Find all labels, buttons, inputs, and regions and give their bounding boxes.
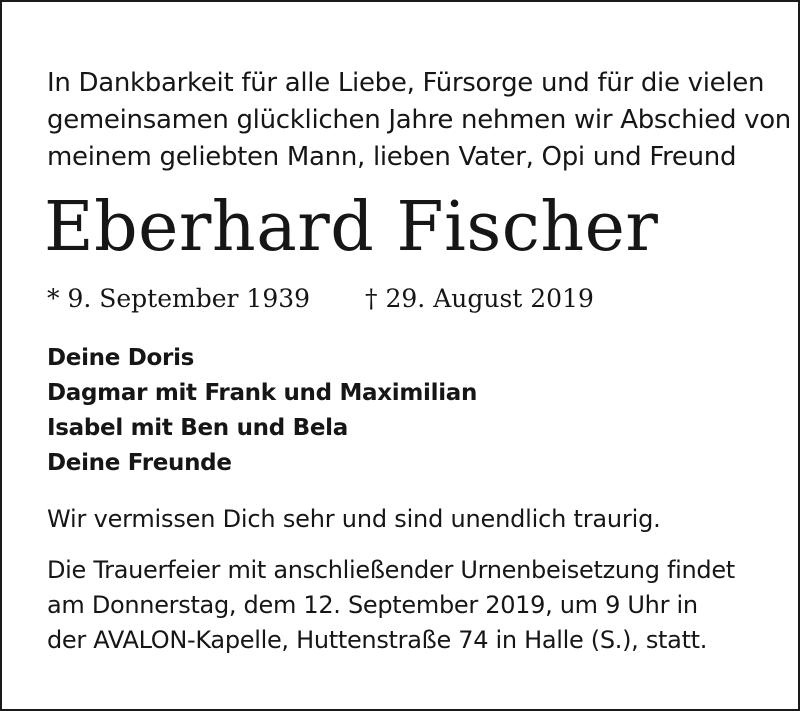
intro-line: In Dankbarkeit für alle Liebe, Fürsorge und für die vielen bbox=[47, 68, 765, 98]
intro-line: meinem geliebten Mann, lieben Vater, Opi und Freund bbox=[47, 142, 737, 172]
closing-statement: Wir vermissen Dich sehr und sind unendlich traurig. bbox=[47, 505, 661, 533]
birth-date: * 9. September 1939 bbox=[47, 284, 311, 313]
mourner-item: Isabel mit Ben und Bela bbox=[47, 415, 348, 441]
intro-text bbox=[47, 65, 791, 176]
service-line: der AVALON-Kapelle, Huttenstraße 74 in Halle (S.), statt. bbox=[47, 626, 708, 654]
service-line: am Donnerstag, dem 12. September 2019, um 9 Uhr in bbox=[47, 591, 698, 619]
life-dates bbox=[47, 282, 594, 316]
mourner-item: Dagmar mit Frank und Maximilian bbox=[47, 380, 478, 406]
service-line: Die Trauerfeier mit anschließender Urnenbeisetzung findet bbox=[47, 556, 735, 584]
intro-line: gemeinsamen glücklichen Jahre nehmen wir Abschied von bbox=[47, 105, 791, 135]
death-date: † 29. August 2019 bbox=[365, 284, 594, 313]
funeral-service-info bbox=[47, 553, 735, 658]
mourners-list bbox=[47, 341, 477, 481]
deceased-name: Eberhard Fischer bbox=[44, 188, 659, 267]
mourner-item: Deine Doris bbox=[47, 345, 195, 371]
mourner-item: Deine Freunde bbox=[47, 450, 232, 476]
